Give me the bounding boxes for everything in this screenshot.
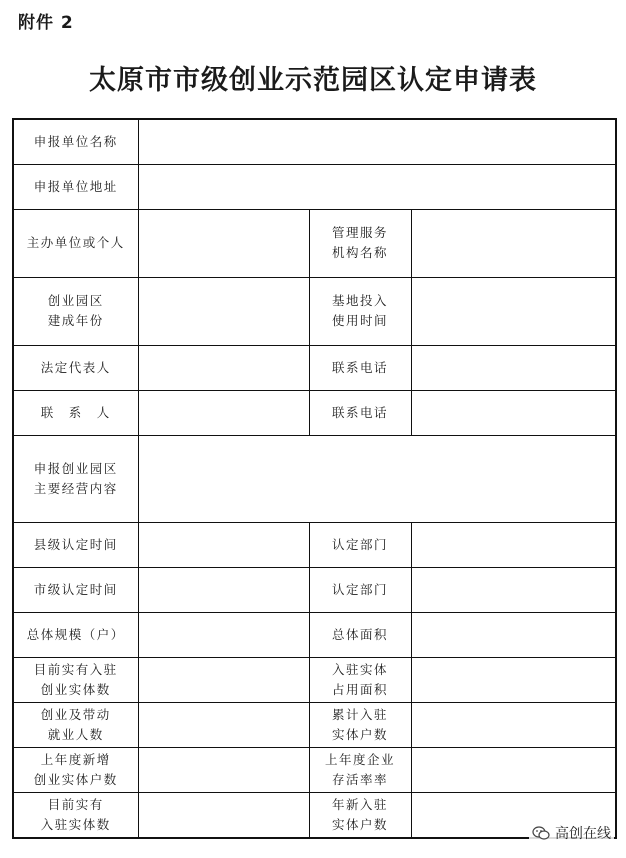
cumulative-field[interactable] <box>411 702 616 747</box>
survival-rate-field[interactable] <box>411 747 616 792</box>
form-row <box>13 657 616 702</box>
contact-phone-label: 联系电话 <box>309 390 411 435</box>
wechat-icon <box>532 826 550 841</box>
current-count-label: 目前实有 入驻实体数 <box>13 792 138 838</box>
contact-field[interactable] <box>138 390 309 435</box>
park-year-label: 创业园区 建成年份 <box>13 277 138 345</box>
business-label: 申报创业园区 主要经营内容 <box>13 435 138 522</box>
sponsor-field[interactable] <box>138 209 309 277</box>
form-row <box>13 567 616 612</box>
sponsor-label: 主办单位或个人 <box>13 209 138 277</box>
area-field[interactable] <box>411 612 616 657</box>
scale-label: 总体规模（户） <box>13 612 138 657</box>
form-row <box>13 390 616 435</box>
county-time-label: 县级认定时间 <box>13 522 138 567</box>
page-title: 太原市市级创业示范园区认定申请表 <box>89 65 537 96</box>
form-row <box>13 164 616 209</box>
application-form-table <box>12 118 617 839</box>
applicant-address-label: 申报单位地址 <box>13 164 138 209</box>
contact-phone-field[interactable] <box>411 390 616 435</box>
management-org-field[interactable] <box>411 209 616 277</box>
city-time-label: 市级认定时间 <box>13 567 138 612</box>
form-row <box>13 702 616 747</box>
current-entities-label: 目前实有入驻 创业实体数 <box>13 657 138 702</box>
county-dept-label: 认定部门 <box>309 522 411 567</box>
watermark-text: 高创在线 <box>555 826 611 842</box>
base-time-field[interactable] <box>411 277 616 345</box>
applicant-address-field[interactable] <box>138 164 616 209</box>
scale-field[interactable] <box>138 612 309 657</box>
form-row <box>13 119 616 164</box>
new-last-year-field[interactable] <box>138 747 309 792</box>
city-dept-field[interactable] <box>411 567 616 612</box>
business-field[interactable] <box>138 435 616 522</box>
employment-label: 创业及带动 就业人数 <box>13 702 138 747</box>
watermark <box>529 822 614 844</box>
park-year-field[interactable] <box>138 277 309 345</box>
form-row <box>13 435 616 522</box>
new-annual-label: 年新入驻 实体户数 <box>309 792 411 838</box>
current-count-field[interactable] <box>138 792 309 838</box>
current-entities-field[interactable] <box>138 657 309 702</box>
form-row <box>13 747 616 792</box>
form-row <box>13 792 616 838</box>
form-row <box>13 209 616 277</box>
form-row <box>13 522 616 567</box>
base-time-label: 基地投入 使用时间 <box>309 277 411 345</box>
contact-label: 联 系 人 <box>13 390 138 435</box>
applicant-name-field[interactable] <box>138 119 616 164</box>
form-row <box>13 345 616 390</box>
attachment-label: 附件 2 <box>18 13 74 33</box>
applicant-name-label: 申报单位名称 <box>13 119 138 164</box>
phone-label: 联系电话 <box>309 345 411 390</box>
form-row <box>13 612 616 657</box>
form-row <box>13 277 616 345</box>
city-time-field[interactable] <box>138 567 309 612</box>
survival-rate-label: 上年度企业 存活率率 <box>309 747 411 792</box>
new-last-year-label: 上年度新增 创业实体户数 <box>13 747 138 792</box>
city-dept-label: 认定部门 <box>309 567 411 612</box>
management-org-label: 管理服务 机构名称 <box>309 209 411 277</box>
occupied-area-field[interactable] <box>411 657 616 702</box>
employment-field[interactable] <box>138 702 309 747</box>
legal-rep-field[interactable] <box>138 345 309 390</box>
occupied-area-label: 入驻实体 占用面积 <box>309 657 411 702</box>
phone-field[interactable] <box>411 345 616 390</box>
county-time-field[interactable] <box>138 522 309 567</box>
cumulative-label: 累计入驻 实体户数 <box>309 702 411 747</box>
legal-rep-label: 法定代表人 <box>13 345 138 390</box>
county-dept-field[interactable] <box>411 522 616 567</box>
area-label: 总体面积 <box>309 612 411 657</box>
